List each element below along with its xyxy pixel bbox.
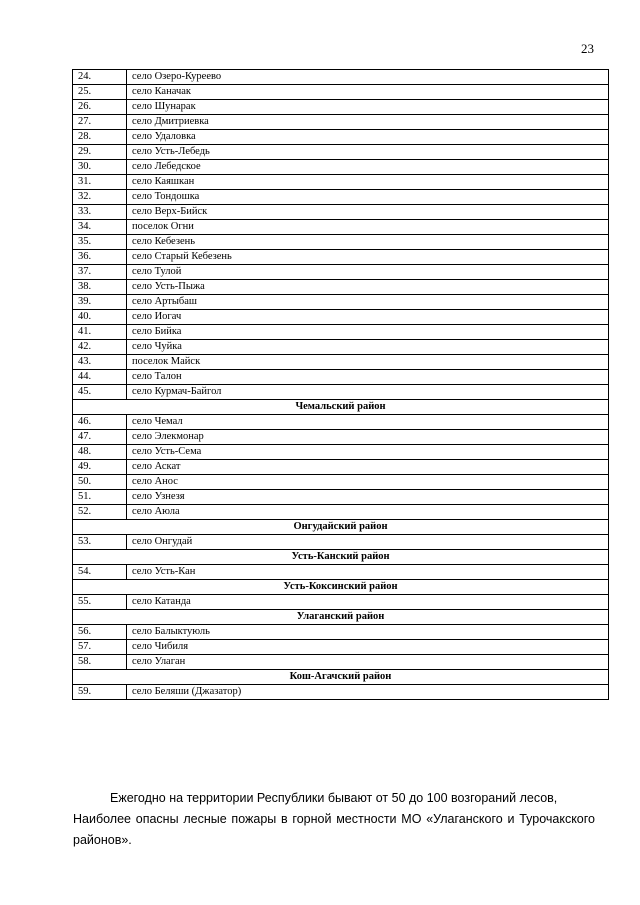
row-number: 29. xyxy=(73,145,127,160)
table-row xyxy=(73,325,609,340)
district-name: Чемальский район xyxy=(73,400,609,415)
table-row xyxy=(73,130,609,145)
row-number: 59. xyxy=(73,685,127,700)
settlement-name: село Старый Кебезень xyxy=(127,250,609,265)
settlement-name: село Каяшкан xyxy=(127,175,609,190)
table-row xyxy=(73,625,609,640)
row-number: 52. xyxy=(73,505,127,520)
table-row xyxy=(73,430,609,445)
table-row xyxy=(73,490,609,505)
row-number: 24. xyxy=(73,70,127,85)
district-name: Усть-Коксинский район xyxy=(73,580,609,595)
table-row xyxy=(73,355,609,370)
district-header-row xyxy=(73,520,609,535)
settlement-name: село Беляши (Джазатор) xyxy=(127,685,609,700)
settlement-name: село Удаловка xyxy=(127,130,609,145)
settlement-name: село Онгудай xyxy=(127,535,609,550)
table-row xyxy=(73,280,609,295)
settlements-table xyxy=(72,69,609,700)
settlement-name: село Бийка xyxy=(127,325,609,340)
row-number: 55. xyxy=(73,595,127,610)
settlement-name: село Иогач xyxy=(127,310,609,325)
settlement-name: село Шунарак xyxy=(127,100,609,115)
page-number: 23 xyxy=(581,41,594,56)
table-row xyxy=(73,85,609,100)
row-number: 58. xyxy=(73,655,127,670)
row-number: 30. xyxy=(73,160,127,175)
table-row xyxy=(73,115,609,130)
row-number: 26. xyxy=(73,100,127,115)
paragraph-line: Наиболее опасны лесные пожары в горной местности МО «Улаганского и Турочакского районов». xyxy=(73,812,595,847)
district-header-row xyxy=(73,550,609,565)
table-row xyxy=(73,445,609,460)
settlement-name: село Балыктуюль xyxy=(127,625,609,640)
settlement-name: село Тулой xyxy=(127,265,609,280)
settlement-name: село Верх-Бийск xyxy=(127,205,609,220)
settlement-name: поселок Майск xyxy=(127,355,609,370)
table-row xyxy=(73,565,609,580)
settlement-name: село Курмач-Байгол xyxy=(127,385,609,400)
settlement-name: село Чемал xyxy=(127,415,609,430)
table-row xyxy=(73,595,609,610)
settlement-name: село Озеро-Куреево xyxy=(127,70,609,85)
table-row xyxy=(73,145,609,160)
table-row xyxy=(73,205,609,220)
table-row xyxy=(73,535,609,550)
row-number: 28. xyxy=(73,130,127,145)
settlement-name: село Аюла xyxy=(127,505,609,520)
settlement-name: село Усть-Кан xyxy=(127,565,609,580)
settlements-table-container xyxy=(72,69,609,700)
row-number: 56. xyxy=(73,625,127,640)
settlement-name: село Усть-Лебедь xyxy=(127,145,609,160)
district-name: Улаганский район xyxy=(73,610,609,625)
settlement-name: село Аскат xyxy=(127,460,609,475)
settlement-name: село Каначак xyxy=(127,85,609,100)
row-number: 38. xyxy=(73,280,127,295)
district-header-row xyxy=(73,580,609,595)
row-number: 50. xyxy=(73,475,127,490)
row-number: 35. xyxy=(73,235,127,250)
row-number: 48. xyxy=(73,445,127,460)
row-number: 39. xyxy=(73,295,127,310)
district-header-row xyxy=(73,610,609,625)
table-row xyxy=(73,685,609,700)
row-number: 45. xyxy=(73,385,127,400)
table-row xyxy=(73,655,609,670)
settlement-name: село Узнезя xyxy=(127,490,609,505)
row-number: 32. xyxy=(73,190,127,205)
row-number: 49. xyxy=(73,460,127,475)
table-row xyxy=(73,175,609,190)
district-name: Усть-Канский район xyxy=(73,550,609,565)
row-number: 46. xyxy=(73,415,127,430)
table-row xyxy=(73,100,609,115)
settlement-name: село Чибиля xyxy=(127,640,609,655)
table-row xyxy=(73,250,609,265)
row-number: 51. xyxy=(73,490,127,505)
settlement-name: поселок Огни xyxy=(127,220,609,235)
district-name: Кош-Агачский район xyxy=(73,670,609,685)
row-number: 57. xyxy=(73,640,127,655)
row-number: 54. xyxy=(73,565,127,580)
row-number: 34. xyxy=(73,220,127,235)
settlement-name: село Усть-Пыжа xyxy=(127,280,609,295)
settlement-name: село Элекмонар xyxy=(127,430,609,445)
settlement-name: село Улаган xyxy=(127,655,609,670)
forest-fires-paragraph xyxy=(73,788,595,851)
paragraph-line: Ежегодно на территории Республики бывают от 50 до 100 возгораний лесов, xyxy=(110,791,558,805)
row-number: 44. xyxy=(73,370,127,385)
table-row xyxy=(73,310,609,325)
settlement-name: село Усть-Сема xyxy=(127,445,609,460)
row-number: 42. xyxy=(73,340,127,355)
table-row xyxy=(73,70,609,85)
row-number: 33. xyxy=(73,205,127,220)
settlement-name: село Анос xyxy=(127,475,609,490)
table-row xyxy=(73,265,609,280)
settlement-name: село Дмитриевка xyxy=(127,115,609,130)
row-number: 53. xyxy=(73,535,127,550)
settlement-name: село Чуйка xyxy=(127,340,609,355)
settlement-name: село Талон xyxy=(127,370,609,385)
table-row xyxy=(73,385,609,400)
table-row xyxy=(73,160,609,175)
settlement-name: село Артыбаш xyxy=(127,295,609,310)
table-row xyxy=(73,340,609,355)
settlements-table-body xyxy=(73,70,609,700)
settlement-name: село Кебезень xyxy=(127,235,609,250)
table-row xyxy=(73,475,609,490)
row-number: 25. xyxy=(73,85,127,100)
row-number: 36. xyxy=(73,250,127,265)
table-row xyxy=(73,460,609,475)
row-number: 31. xyxy=(73,175,127,190)
table-row xyxy=(73,295,609,310)
table-row xyxy=(73,505,609,520)
district-header-row xyxy=(73,400,609,415)
table-row xyxy=(73,220,609,235)
row-number: 41. xyxy=(73,325,127,340)
settlement-name: село Тондошка xyxy=(127,190,609,205)
table-row xyxy=(73,370,609,385)
table-row xyxy=(73,415,609,430)
row-number: 37. xyxy=(73,265,127,280)
table-row xyxy=(73,640,609,655)
row-number: 27. xyxy=(73,115,127,130)
table-row xyxy=(73,235,609,250)
table-row xyxy=(73,190,609,205)
settlement-name: село Катанда xyxy=(127,595,609,610)
settlement-name: село Лебедское xyxy=(127,160,609,175)
row-number: 40. xyxy=(73,310,127,325)
district-name: Онгудайский район xyxy=(73,520,609,535)
row-number: 43. xyxy=(73,355,127,370)
district-header-row xyxy=(73,670,609,685)
row-number: 47. xyxy=(73,430,127,445)
